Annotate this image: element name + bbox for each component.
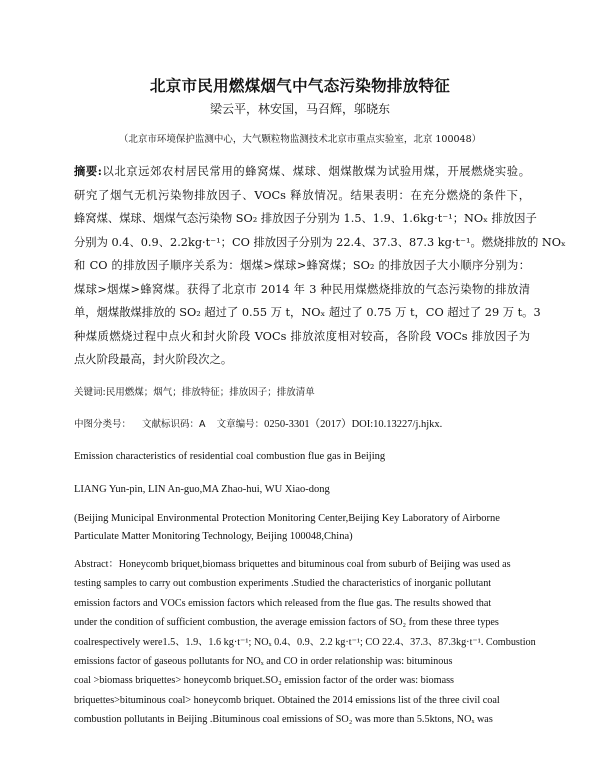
paper-title: 北京市民用燃煤烟气中气态污染物排放特征 <box>149 77 451 95</box>
english-affiliation-line: (Beijing Municipal Environmental Protection Monitoring Center,Beijing Key Laboratory of Airborne <box>74 513 500 524</box>
paper-authors: 梁云平，林安国，马召辉，邬晓东 <box>209 102 390 116</box>
english-abstract-line: combustion pollutants in Beijing .Bituminous coal emissions of SO₂ was more than 5.5ktons, NOₓ was <box>74 714 493 726</box>
classification-line <box>74 416 530 431</box>
english-abstract-line: testing samples to carry out combustion experiments .Studied the characteristics of inorganic pollutant <box>74 578 492 590</box>
doc-code-label: 文献标识码：A <box>142 419 206 430</box>
abstract-cn-line: 研究了烟气无机污染物排放因子、VOCs 释放情况。结果表明：在充分燃烧的条件下， <box>74 188 530 202</box>
english-abstract <box>74 555 534 730</box>
abstract-cn-line: 种煤质燃烧过程中点火和封火阶段 VOCs 排放浓度相对较高，各阶段 VOCs 排放因子为 <box>74 329 530 343</box>
english-title: Emission characteristics of residential coal combustion flue gas in Beijing <box>74 451 386 462</box>
english-authors: LIANG Yun-pin, LIN An-guo,MA Zhao-hui, WU Xiao-dong <box>74 484 330 495</box>
paper-affiliation: （北京市环境保护监测中心，大气颗粒物监测技术北京市重点实验室，北京 100048） <box>118 134 482 145</box>
keywords <box>74 384 530 398</box>
article-no-label: 文章编号： <box>216 419 265 430</box>
abstract-cn-line: 和 CO 的排放因子顺序关系为：烟煤>煤球>蜂窝煤；SO₂ 的排放因子大小顺序分别为： <box>74 259 530 272</box>
abstract-cn-line: 煤球>烟煤>蜂窝煤。获得了北京市 2014 年 3 种民用煤燃烧排放的气态污染物的排放清 <box>74 282 530 296</box>
english-abstract-line: Abstract：Honeycomb briquet,biomass briquettes and bituminous coal from suburb of Beijing was used as <box>74 559 511 570</box>
english-abstract-line: coalrespectively were1.5、1.9、1.6 kg·t⁻¹; NOₓ 0.4、0.9、2.2 kg·t⁻¹; CO 22.4、37.3、87.3kg·t⁻¹. Combustion <box>74 636 536 648</box>
english-abstract-line: under the condition of sufficient combustion, the average emission factors of SO₂ from these three types <box>74 617 499 629</box>
classification-label: 中图分类号： <box>74 419 132 430</box>
abstract-cn <box>74 160 566 372</box>
abstract-cn-line: 摘要:以北京远郊农村居民常用的蜂窝煤、煤球、烟煤散煤为试验用煤，开展燃烧实验。 <box>74 164 530 178</box>
abstract-cn-line: 蜂窝煤、煤球、烟煤气态污染物 SO₂ 排放因子分别为 1.5、1.9、1.6kg·t⁻¹；NOₓ 排放因子 <box>74 212 537 225</box>
article-ref: 0250-3301（2017）DOI:10.13227/j.hjkx. <box>264 419 443 430</box>
keywords-text: 民用燃煤；烟气；排放特征；排放因子；排放清单 <box>105 387 315 398</box>
keywords-label: 关键词: <box>74 387 106 398</box>
abstract-cn-line: 点火阶段最高，封火阶段次之。 <box>74 353 233 366</box>
english-affiliation-line: Particulate Matter Monitoring Technology, Beijing 100048,China) <box>74 531 353 542</box>
abstract-cn-line: 单，烟煤散煤排放的 SO₂ 超过了 0.55 万 t，NOₓ 超过了 0.75 万 t，CO 超过了 29 万 t。3 <box>74 306 541 319</box>
english-abstract-line: emissions factor of gaseous pollutants for NOₓ and CO in order relationship was: bituminous <box>74 656 453 668</box>
english-abstract-line: coal >biomass briquettes> honeycomb briquet.SO₂ emission factor of the order was: biomass <box>74 675 455 687</box>
english-abstract-line: emission factors and VOCs emission factors which released from the flue gas. The results showed that <box>74 597 492 609</box>
abstract-cn-line: 分别为 0.4、0.9、2.2kg·t⁻¹；CO 排放因子分别为 22.4、37.3、87.3 kg·t⁻¹。燃烧排放的 NOₓ <box>74 235 566 249</box>
english-abstract-line: briquettes>bituminous coal> honeycomb briquet. Obtained the 2014 emissions list of the three civil coal <box>74 694 500 706</box>
english-affiliation <box>74 510 530 546</box>
abstract-label: 摘要: <box>74 164 102 178</box>
